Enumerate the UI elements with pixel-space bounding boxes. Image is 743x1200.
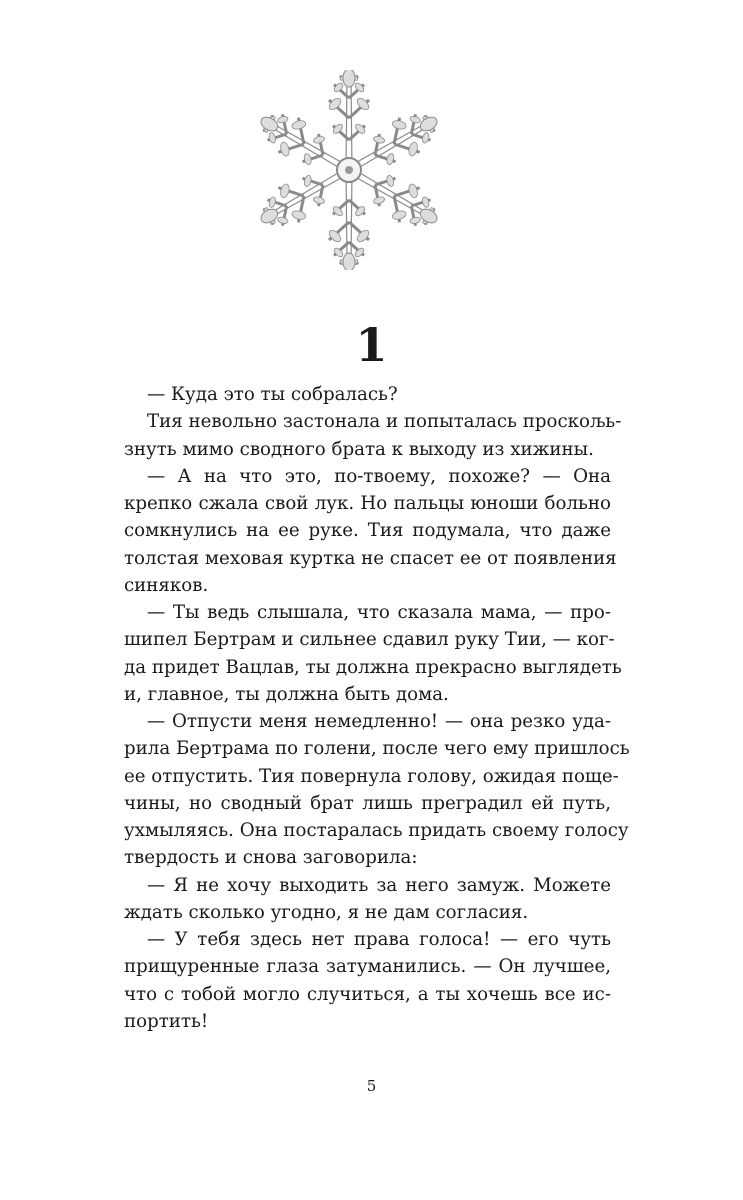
snowflake-icon bbox=[254, 70, 444, 270]
page-number: 5 bbox=[366, 1077, 377, 1095]
text-line: прищуренные глаза затуманились. — Он лучшее, bbox=[124, 956, 611, 978]
text-line: — Я не хочу выходить за него замуж. Можете bbox=[147, 874, 611, 896]
text-line: — Ты ведь слышала, что сказала мама, — про- bbox=[147, 602, 611, 623]
text-line: — Отпусти меня немедленно! — она резко уда- bbox=[147, 711, 611, 732]
text-line: чины, но сводный брат лишь преградил ей путь, bbox=[124, 792, 611, 814]
text-line: Тия невольно застонала и попыталась проскољь- bbox=[147, 411, 622, 433]
body-text bbox=[124, 381, 630, 1035]
text-line: что с тобой могло случиться, а ты хочешь все ис- bbox=[124, 983, 611, 1005]
text-line: да придет Вацлав, ты должна прекрасно выглядеть bbox=[124, 656, 622, 678]
text-line: портить! bbox=[124, 1010, 209, 1032]
text-line: — У тебя здесь нет права голоса! — его чуть bbox=[147, 929, 611, 950]
text-line: синяков. bbox=[124, 574, 209, 596]
text-line: знуть мимо сводного брата к выходу из хижины. bbox=[124, 438, 594, 460]
text-line: сомкнулись на ее руке. Тия подумала, что даже bbox=[124, 520, 611, 542]
text-line: толстая меховая куртка не спасет ее от появления bbox=[124, 547, 617, 569]
text-line: — Куда это ты собралась? bbox=[147, 384, 398, 405]
text-line: крепко сжала свой лук. Но пальцы юноши больно bbox=[124, 493, 611, 514]
text-line: и, главное, ты должна быть дома. bbox=[124, 683, 449, 705]
text-line: рила Бертрама по голени, после чего ему пришлось bbox=[124, 738, 630, 760]
text-line: ее отпустить. Тия повернула голову, ожидая поще- bbox=[124, 765, 619, 787]
text-line: твердость и снова заговорила: bbox=[124, 847, 418, 869]
text-line: шипел Бертрам и сильнее сдавил руку Тии, — ког- bbox=[124, 629, 615, 651]
text-line: — А на что это, по-твоему, похоже? — Она bbox=[147, 465, 611, 487]
text-line: ждать сколько угодно, я не дам согласия. bbox=[124, 901, 529, 923]
text-line: ухмыляясь. Она постаралась придать своему голосу bbox=[124, 820, 629, 841]
chapter-number: 1 bbox=[355, 318, 388, 372]
